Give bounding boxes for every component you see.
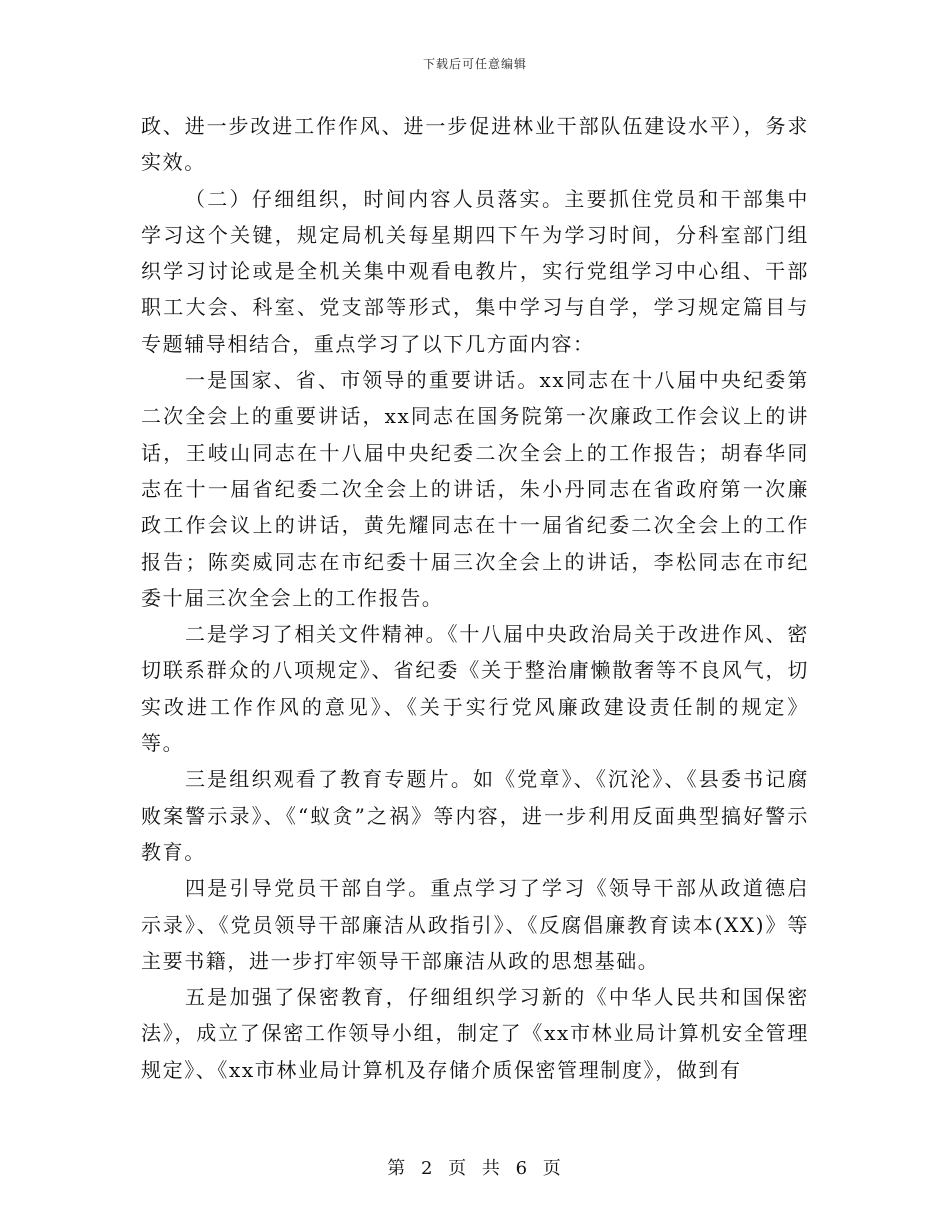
header-note: 下载后可任意编辑 — [422, 57, 527, 71]
document-body — [141, 108, 809, 1088]
paragraph-documents: 二是学习了相关文件精神。《十八届中央政治局关于改进作风、密切联系群众的八项规定》、省纪委《关于整治庸懒散奢等不良风气，切实改进工作作风的意见》、《关于实行党风廉政建设责任制的规定》等。 — [141, 622, 809, 756]
paragraph-leader-speeches: 一是国家、省、市领导的重要讲话。xx同志在十八届中央纪委第二次全会上的重要讲话，xx同志在国务院第一次廉政工作会议上的讲话，王岐山同志在十八届中央纪委二次全会上的工作报告；胡春华同志在十一届省纪委二次全会上的讲话，朱小丹同志在省政府第一次廉政工作会议上的讲话，黄先耀同志在十一届省纪委二次全会上的工作报告；陈奕威同志在市纪委十届三次全会上的讲话，李松同志在市纪委十届三次全会上的工作报告。 — [141, 368, 809, 610]
paragraph-self-study: 四是引导党员干部自学。重点学习了学习《领导干部从政道德启示录》、《党员领导干部廉洁从政指引》、《反腐倡廉教育读本(XX)》等主要书籍，进一步打牢领导干部廉洁从政的思想基础。 — [141, 876, 809, 973]
paragraph-continuation: 政、进一步改进工作作风、进一步促进林业干部队伍建设水平），务求实效。 — [141, 114, 809, 175]
page-number-footer: 第 2 页 共 6 页 — [387, 1158, 563, 1179]
paragraph-organization: （二）仔细组织，时间内容人员落实。主要抓住党员和干部集中学习这个关键，规定局机关每星期四下午为学习时间，分科室部门组织学习讨论或是全机关集中观看电教片，实行党组学习中心组、干部职工大会、科室、党支部等形式，集中学习与自学，学习规定篇目与专题辅导相结合，重点学习了以下几方面内容： — [141, 186, 809, 356]
paragraph-confidentiality: 五是加强了保密教育，仔细组织学习新的《中华人民共和国保密法》，成立了保密工作领导小组，制定了《xx市林业局计算机安全管理规定》、《xx市林业局计算机及存储介质保密管理制度》，做到有 — [141, 985, 809, 1082]
paragraph-films: 三是组织观看了教育专题片。如《党章》、《沉沦》、《县委书记腐败案警示录》、《“蚁贪”之祸》等内容，进一步利用反面典型搞好警示教育。 — [141, 767, 809, 864]
